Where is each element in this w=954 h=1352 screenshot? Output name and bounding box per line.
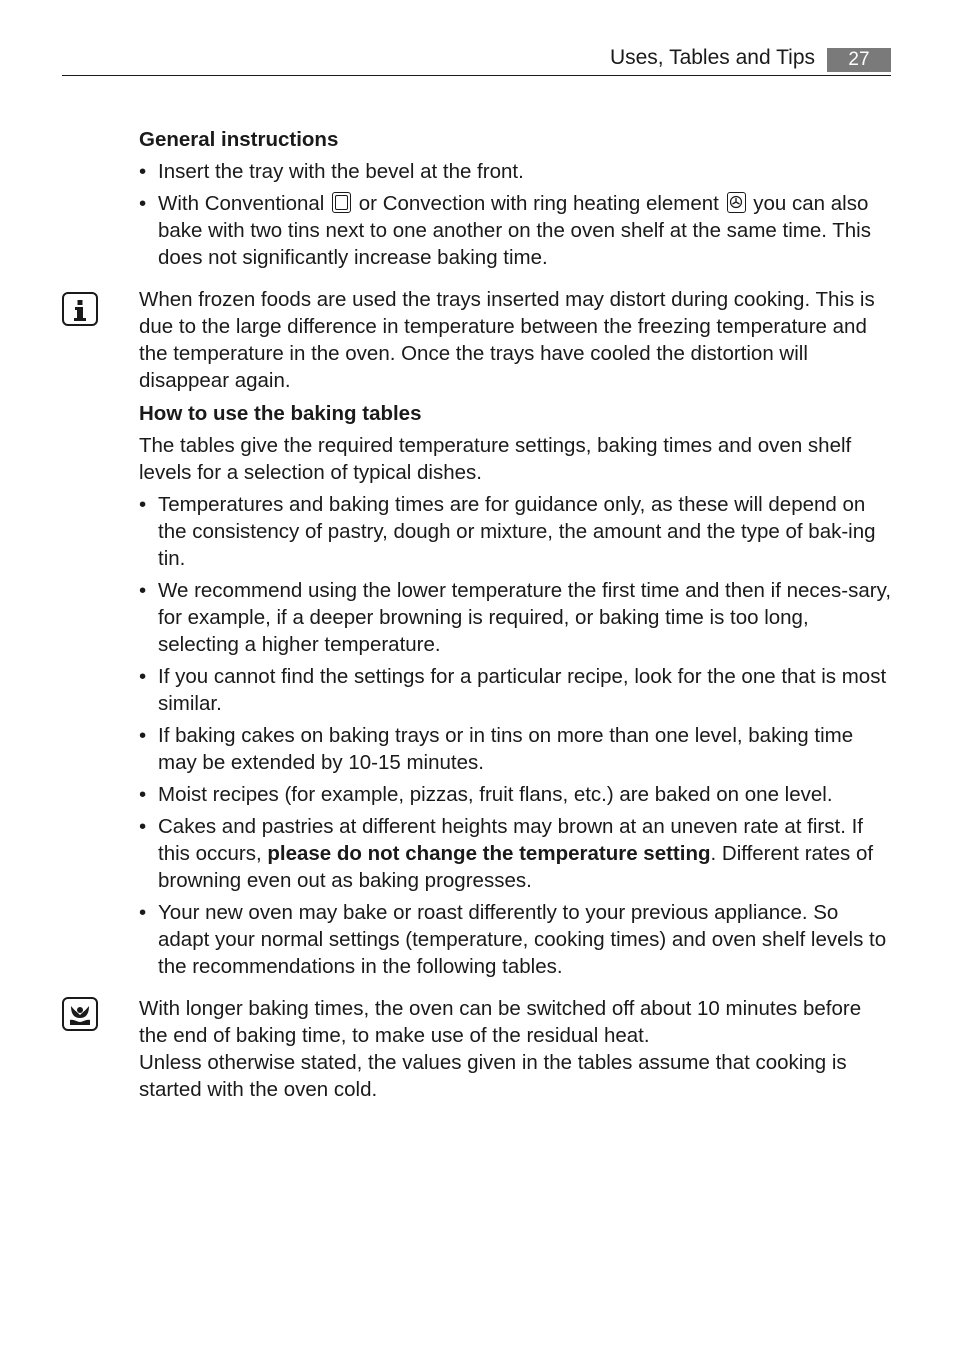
eco-note-line2: Unless otherwise stated, the values given in the tables assume that cooking is started with the oven cold. bbox=[139, 1051, 847, 1101]
bullet-text: Cakes and pastries at different heights may brown at an uneven rate at first. If this occurs, bbox=[158, 815, 863, 865]
bullet-text: you can also bake with two tins next to one another on the oven shelf at the same time. This does not significantly increase baking time. bbox=[158, 192, 871, 269]
baking-tables-heading: How to use the baking tables bbox=[139, 402, 422, 425]
bullet-text: or Convection with ring heating element bbox=[358, 192, 719, 215]
section-title: Uses, Tables and Tips bbox=[609, 46, 815, 69]
page-number: 27 bbox=[827, 48, 891, 72]
ring-heating-fan-icon bbox=[727, 192, 746, 213]
info-note-text: When frozen foods are used the trays inserted may distort during cooking. This is due to the large difference in temperature between the freezing temperature and the temperature in the oven. Once the trays have cooled the distortion will disappear again. bbox=[139, 288, 875, 392]
conventional-heating-icon bbox=[332, 192, 351, 213]
list-item: • We recommend using the lower temperature the first time and then if neces-sary, for example, if a deeper browning is required, or baking time is too long, selecting a higher temperature. bbox=[139, 577, 891, 658]
list-item: • If baking cakes on baking trays or in tins on more than one level, baking time may be extended by 10-15 minutes. bbox=[139, 722, 891, 776]
general-instructions-heading: General instructions bbox=[139, 128, 339, 151]
list-item: • If you cannot find the settings for a particular recipe, look for the one that is most similar. bbox=[139, 663, 891, 717]
main-content bbox=[139, 126, 891, 1103]
eco-note-line1: With longer baking times, the oven can be switched off about 10 minutes before the end of baking time, to make use of the residual heat. bbox=[139, 997, 862, 1047]
page-header bbox=[62, 44, 891, 76]
environment-tip-icon bbox=[62, 997, 98, 1031]
list-item bbox=[139, 190, 891, 271]
bullet-text: . Different rates of browning even out as baking progresses. bbox=[158, 842, 874, 892]
bullet-text: With Conventional bbox=[158, 192, 325, 215]
list-item bbox=[139, 813, 891, 894]
header-rule bbox=[62, 75, 891, 76]
info-icon bbox=[62, 292, 98, 326]
list-item: • Temperatures and baking times are for guidance only, as these will depend on the consistency of pastry, dough or mixture, the amount and the type of bak-ing tin. bbox=[139, 491, 891, 572]
list-item: • Moist recipes (for example, pizzas, fruit flans, etc.) are baked on one level. bbox=[139, 781, 891, 808]
baking-tables-intro: The tables give the required temperature settings, baking times and oven shelf levels for a selection of typical dishes. bbox=[139, 434, 852, 484]
bold-warning-text: please do not change the temperature setting bbox=[267, 842, 711, 865]
list-item: • Insert the tray with the bevel at the front. bbox=[139, 158, 891, 185]
list-item: • Your new oven may bake or roast differently to your previous appliance. So adapt your normal settings (temperature, cooking times) and oven shelf levels to the recommendations in the following tables. bbox=[139, 899, 891, 980]
